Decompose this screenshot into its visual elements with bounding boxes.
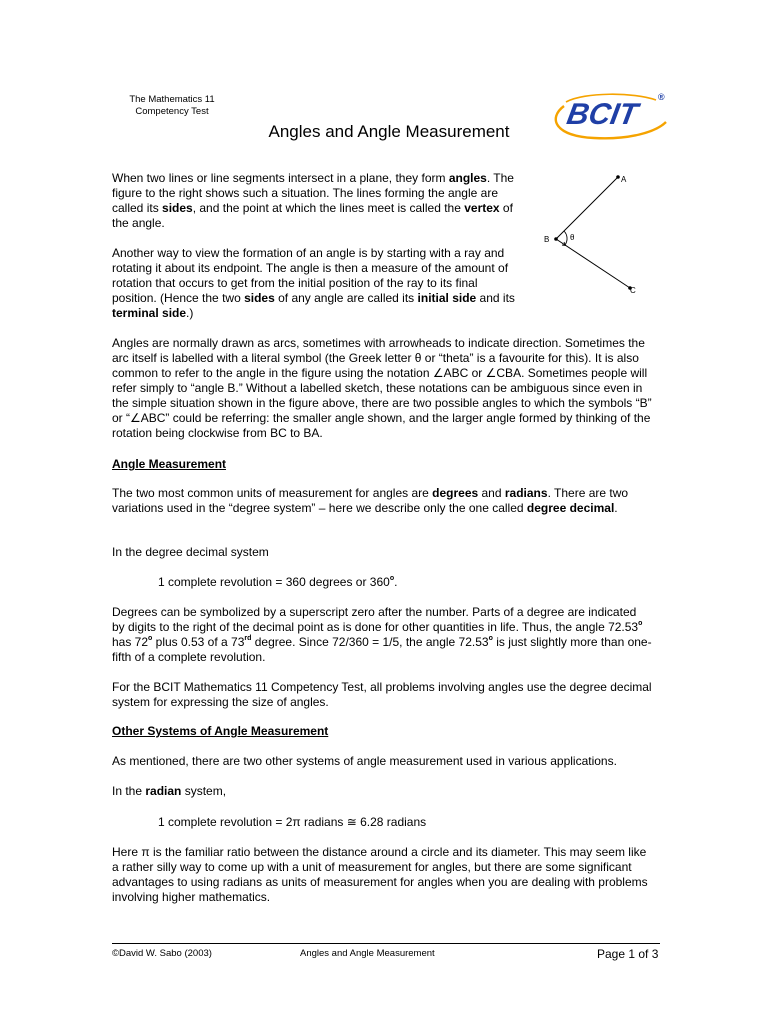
intro-paragraph-3: Angles are normally drawn as arcs, sometimes with arrowheads to indicate direction. Sometimes the arc itself is labelled with a literal symbol (the Greek letter θ or “theta” is a favourite for this). It is also common to refer to the angle in the figure using the notation ∠ABC or ∠CBA. Sometimes people will refer simply to “angle B.” Without a labelled sketch, these notations can be ambiguous since even in the simple situation shown in the figure above, there are two possible angles to which the symbols “B” or “∠ABC” could be referring: the smaller angle shown, and the larger angle formed by thinking of the rotation being clockwise from BC to BA. [112, 336, 652, 440]
angle-figure [536, 168, 646, 298]
label-c: C [630, 286, 636, 295]
other-systems-paragraph-3: Here π is the familiar ratio between the distance around a circle and its diameter. This may seem like a rather silly way to come up with a unit of measurement for angles, but there are some significant advantages to using radians as units of measurement for angles when you are dealing with problems involving higher mathematics. [112, 845, 648, 904]
other-systems-paragraph-1: As mentioned, there are two other systems of angle measurement used in various applications. [112, 754, 617, 768]
equation-degree-revolution: 1 complete revolution = 360 degrees or 360$^o$. [158, 575, 398, 589]
logo-wordmark: BCIT [564, 98, 641, 131]
equation-radian-revolution: 1 complete revolution = 2π radians ≅ 6.28 radians [158, 815, 427, 829]
angle-measurement-paragraph-2: In the degree decimal system [112, 545, 269, 559]
intro-paragraph-2: Another way to view the formation of an angle is by starting with a ray and rotating it about its endpoint. The angle is then a measure of the amount of rotation that occurs to get from the initial position of the ray to its final position. (Hence the two sides of any angle are called its initial side and its terminal side.) [112, 246, 515, 320]
test-name-header [112, 94, 232, 118]
label-a: A [621, 175, 627, 184]
footer-divider [112, 943, 660, 944]
term-angles: angles [448, 171, 487, 185]
footer-document-title: Angles and Angle Measurement [300, 948, 435, 959]
ray-bc [556, 239, 630, 288]
test-name-line2: Competency Test [135, 106, 209, 117]
other-systems-paragraph-2: In the radian system, [112, 784, 227, 798]
page-title: Angles and Angle Measurement [268, 122, 510, 141]
point-b [554, 237, 558, 241]
term-terminal-side: terminal side [112, 306, 187, 320]
section-heading-other-systems: Other Systems of Angle Measurement [112, 724, 329, 738]
angle-measurement-paragraph-4: For the BCIT Mathematics 11 Competency Test, all problems involving angles use the degree decimal system for expressing the size of angles. [112, 680, 652, 709]
angle-measurement-paragraph-1: The two most common units of measurement for angles are degrees and radians. There are two variations used in the “degree system” – here we describe only the one called degree decimal. [112, 486, 629, 515]
intro-paragraph-1: When two lines or line segments intersect in a plane, they form angles. The figure to the right shows such a situation. The lines forming the angle are called its sides, and the point at which the lines meet is called the vertex of the angle. [112, 171, 514, 230]
footer-copyright: ©David W. Sabo (2003) [112, 948, 212, 959]
term-radian: radian [145, 784, 182, 798]
footer-page-number: Page 1 of 3 [597, 947, 659, 961]
angle-measurement-paragraph-3: Degrees can be symbolized by a superscript zero after the number. Parts of a degree are indicated by digits to the right of the decimal point as is done for other quantities in life. Thus, the angle 72.53$^o$ has 72$^o$ plus 0.53 of a 73rd degree. Since 72/360 = 1/5, the angle 72.53$^o$ is just slightly more than one-fifth of a complete revolution. [112, 605, 652, 664]
ray-ba [556, 177, 618, 239]
term-vertex: vertex [464, 201, 500, 215]
label-b: B [544, 235, 550, 244]
section-heading-angle-measurement: Angle Measurement [112, 457, 227, 471]
label-theta: θ [570, 233, 575, 242]
logo-registered-mark: ® [658, 92, 665, 102]
point-a [616, 175, 620, 179]
term-sides: sides [162, 201, 193, 215]
test-name-line1: The Mathematics 11 [129, 94, 215, 105]
term-degree-decimal: degree decimal [526, 501, 615, 515]
term-degrees: degrees [432, 486, 479, 500]
term-radians: radians [504, 486, 548, 500]
term-initial-side: initial side [417, 291, 477, 305]
term-sides-2: sides [244, 291, 275, 305]
